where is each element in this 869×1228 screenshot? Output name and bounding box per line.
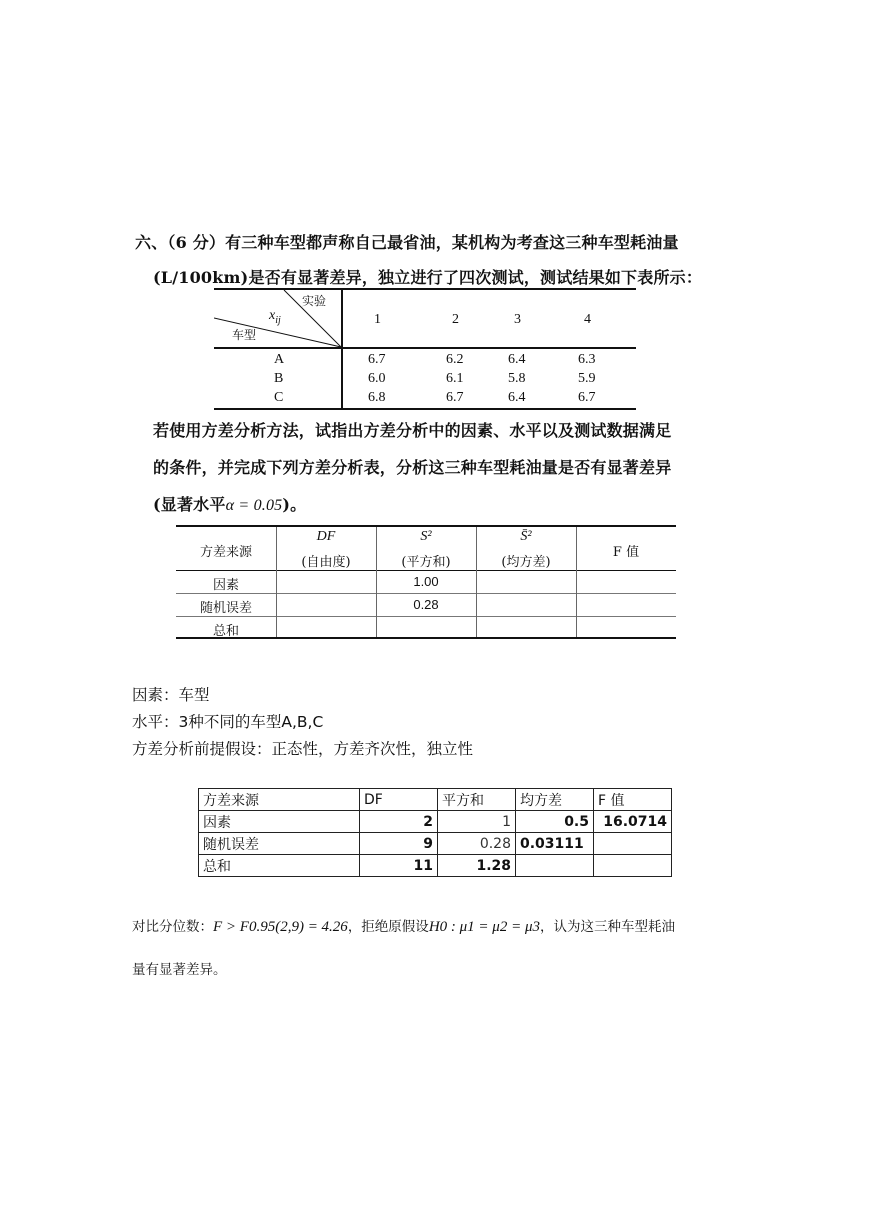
corner-label-xij: $x_{ij}$: [269, 308, 281, 326]
table-cell: 总和: [199, 855, 360, 877]
null-hypothesis: H0 : μ1 = μ2 = μ3: [428, 919, 540, 935]
header-cell: 均方差: [516, 789, 594, 811]
table-row: [199, 811, 672, 833]
ss-error: 0.28: [413, 597, 439, 612]
question-line-3: 若使用方差分析方法，试指出方差分析中的因素、水平以及测试数据满足: [153, 421, 672, 440]
table-header-row: [199, 789, 672, 811]
data-cell: 6.7: [368, 352, 386, 367]
data-cell: 6.1: [446, 371, 464, 386]
data-cell: 6.4: [508, 352, 526, 367]
question-line-1: 六、（6 分）有三种车型都声称自己最省油，某机构为考查这三种车型耗油量: [135, 233, 679, 252]
column-header: 1: [374, 312, 381, 327]
table-cell: 随机误差: [199, 833, 360, 855]
quantile-formula: F > F0.95(2,9) = 4.26: [213, 919, 348, 935]
row-total: 总和: [212, 624, 239, 639]
header-ms-sub: (均方差): [501, 555, 551, 570]
column-header: 3: [514, 312, 521, 327]
header-cell: 方差来源: [199, 789, 360, 811]
table-cell: 因素: [199, 811, 360, 833]
corner-label-model: 车型: [232, 328, 257, 342]
header-ss: S²: [420, 529, 432, 544]
table-cell: 0.03111: [516, 833, 594, 855]
data-cell: 6.4: [508, 390, 526, 405]
alpha-value: α = 0.05: [225, 497, 283, 514]
header-df: DF: [316, 529, 336, 544]
header-cell: DF: [360, 789, 438, 811]
row-label: A: [274, 352, 285, 367]
answer-assumptions: 方差分析前提假设：正态性，方差齐次性，独立性: [132, 740, 474, 758]
table-cell: [516, 855, 594, 877]
data-cell: 6.3: [578, 352, 596, 367]
column-header: 2: [452, 312, 459, 327]
table-cell: 16.0714: [594, 811, 672, 833]
table-cell: 9: [360, 833, 438, 855]
fuel-data-table: [214, 288, 636, 410]
data-cell: 6.0: [368, 371, 386, 386]
data-cell: 6.2: [446, 352, 464, 367]
row-label: B: [274, 371, 284, 386]
data-cell: 6.7: [446, 390, 464, 405]
table-cell: [594, 833, 672, 855]
answer-factor: 因素：车型: [132, 686, 210, 704]
table-cell: 0.5: [516, 811, 594, 833]
conclusion-line-1: 对比分位数：F > F0.95(2,9) = 4.26，拒绝原假设H0 : μ1 = μ2 = μ3，认为这三种车型耗油: [132, 919, 675, 935]
header-df-sub: (自由度): [301, 555, 351, 570]
header-ss-sub: (平方和): [401, 555, 451, 570]
column-header: 4: [584, 312, 591, 327]
table-row: [199, 833, 672, 855]
table-cell: [594, 855, 672, 877]
table-cell: 0.28: [438, 833, 516, 855]
ss-factor: 1.00: [413, 574, 439, 589]
header-f: F 值: [612, 545, 640, 560]
row-label: C: [274, 390, 284, 405]
row-factor: 因素: [212, 578, 239, 593]
corner-label-experiment: 实验: [302, 294, 327, 308]
header-ms: S̄²: [520, 529, 532, 544]
data-cell: 5.8: [508, 371, 526, 386]
table-cell: 2: [360, 811, 438, 833]
question-line-4: 的条件，并完成下列方差分析表，分析这三种车型耗油量是否有显著差异: [153, 458, 672, 477]
question-line-2: (L/100km)是否有显著差异，独立进行了四次测试，测试结果如下表所示：: [153, 268, 703, 287]
table-cell: 11: [360, 855, 438, 877]
table-row: [199, 855, 672, 877]
data-cell: 6.8: [368, 390, 386, 405]
anova-filled-table: [198, 788, 672, 877]
question-line-5: (显著水平α = 0.05)。: [153, 495, 307, 514]
conclusion-line-2: 量有显著差异。: [132, 962, 227, 978]
data-cell: 6.7: [578, 390, 596, 405]
row-error: 随机误差: [199, 601, 252, 616]
data-cell: 5.9: [578, 371, 596, 386]
anova-blank-table: [176, 525, 676, 639]
answer-level: 水平：3种不同的车型A,B,C: [132, 713, 324, 731]
table-cell: 1.28: [438, 855, 516, 877]
header-cell: F 值: [594, 789, 672, 811]
table-cell: 1: [438, 811, 516, 833]
header-source: 方差来源: [199, 545, 252, 560]
header-cell: 平方和: [438, 789, 516, 811]
